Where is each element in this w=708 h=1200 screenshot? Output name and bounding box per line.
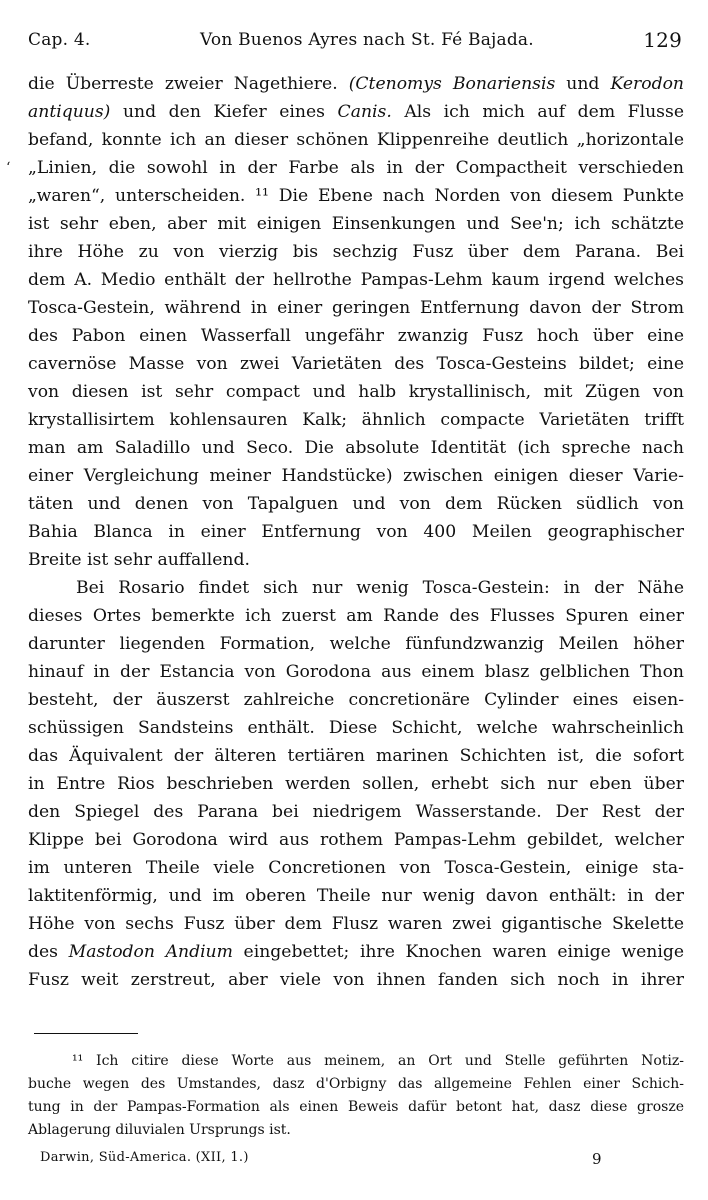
text-line: [28, 658, 684, 686]
footnote-line: Ablagerung diluvialen Ursprungs ist.: [28, 1122, 291, 1138]
text-line: [28, 882, 684, 910]
text-line: [28, 742, 684, 770]
italic-text: (Ctenomys Bonariensis: [348, 74, 556, 94]
text-line: [28, 182, 684, 210]
text-run: schüssigen Sandsteins enthält. Diese Schicht, welche wahrscheinlich: [28, 718, 684, 738]
text-line: [28, 602, 684, 630]
text-line: [28, 406, 684, 434]
text-run: dieses Ortes bemerkte ich zuerst am Rande des Flusses Spuren einer: [28, 606, 684, 626]
text-run: Bahia Blanca in einer Entfernung von 400 Meilen geographischer: [28, 522, 684, 542]
text-run: einer Vergleichung meiner Handstücke) zwischen einigen dieser Varie-: [28, 466, 684, 486]
footnote-line: ¹¹ Ich citire diese Worte aus meinem, an Ort und Stelle geführten Notiz-: [72, 1053, 684, 1069]
text-line: [28, 210, 684, 238]
text-run: krystallisirtem kohlensauren Kalk; ähnlich compacte Varietäten trifft: [28, 410, 684, 430]
text-line: [28, 490, 684, 518]
text-run: und: [555, 74, 611, 94]
text-run: cavernöse Masse von zwei Varietäten des Tosca-Gesteins bildet; eine: [28, 354, 684, 374]
body-text: [28, 70, 684, 994]
text-run: ihre Höhe zu von vierzig bis sechzig Fusz über dem Parana. Bei: [28, 242, 684, 262]
footnotes: [28, 1050, 684, 1142]
text-run: hinauf in der Estancia von Gorodona aus einem blasz gelblichen Thon: [28, 662, 684, 682]
text-line: [28, 714, 684, 742]
footnote-line: buche wegen des Umstandes, dasz d'Orbigny das allgemeine Fehlen einer Schich-: [28, 1076, 684, 1092]
text-run: Breite ist sehr auffallend.: [28, 550, 250, 570]
text-line: [28, 434, 684, 462]
text-run: „Linien, die sowohl in der Farbe als in der Compactheit verschieden: [28, 158, 684, 178]
running-title: Von Buenos Ayres nach St. Fé Bajada.: [200, 30, 534, 50]
text-run: den Spiegel des Parana bei niedrigem Wasserstande. Der Rest der: [28, 802, 684, 822]
margin-mark: ʻ: [6, 160, 11, 176]
text-line: [28, 686, 684, 714]
text-line: [28, 966, 684, 994]
text-run: das Äquivalent der älteren tertiären marinen Schichten ist, die sofort: [28, 746, 684, 766]
text-run: Bei Rosario findet sich nur wenig Tosca-Gestein: in der Nähe: [76, 578, 684, 598]
text-line: [28, 462, 684, 490]
chapter-label: Cap. 4.: [28, 30, 91, 50]
text-run: von diesen ist sehr compact und halb krystallinisch, mit Zügen von: [28, 382, 684, 402]
text-run: des: [28, 942, 69, 962]
text-line: [28, 98, 684, 126]
text-run: Als ich mich auf dem Flusse: [391, 102, 684, 122]
text-line: [28, 910, 684, 938]
signature-mark: Darwin, Süd-America. (XII, 1.): [40, 1150, 249, 1165]
italic-text: Canis.: [337, 102, 392, 122]
text-run: Höhe von sechs Fusz über dem Flusz waren zwei gigantische Skelette: [28, 914, 684, 934]
sheet-number: 9: [592, 1150, 602, 1168]
text-line: [28, 574, 684, 602]
signature-line: [40, 1150, 620, 1172]
text-run: „waren“, unterscheiden. ¹¹ Die Ebene nach Norden von diesem Punkte: [28, 186, 684, 206]
italic-text: Kerodon: [610, 74, 685, 94]
footnote-line: tung in der Pampas-Formation als einen Beweis dafür betont hat, dasz diese grosze: [28, 1099, 684, 1115]
text-run: dem A. Medio enthält der hellrothe Pampas-Lehm kaum irgend welches: [28, 270, 684, 290]
text-line: [28, 350, 684, 378]
text-run: des Pabon einen Wasserfall ungefähr zwanzig Fusz hoch über eine: [28, 326, 684, 346]
text-run: täten und denen von Tapalguen und von dem Rücken südlich von: [28, 494, 684, 514]
running-header: [28, 30, 684, 58]
text-run: darunter liegenden Formation, welche fünfundzwanzig Meilen höher: [28, 634, 684, 654]
text-run: man am Saladillo und Seco. Die absolute Identität (ich spreche nach: [28, 438, 684, 458]
text-line: [28, 546, 684, 574]
text-line: [28, 854, 684, 882]
text-run: in Entre Rios beschrieben werden sollen, erhebt sich nur eben über: [28, 774, 684, 794]
text-line: [28, 70, 684, 98]
text-run: besteht, der äuszerst zahlreiche concretionäre Cylinder eines eisen-: [28, 690, 684, 710]
text-run: eingebettet; ihre Knochen waren einige wenige: [232, 942, 684, 962]
text-line: [28, 378, 684, 406]
text-run: und den Kiefer eines: [110, 102, 338, 122]
text-run: laktitenförmig, und im oberen Theile nur wenig davon enthält: in der: [28, 886, 684, 906]
text-run: die Überreste zweier Nagethiere.: [28, 74, 349, 94]
footnote-rule: [34, 1033, 138, 1034]
text-line: [28, 770, 684, 798]
text-run: im unteren Theile viele Concretionen von Tosca-Gestein, einige sta-: [28, 858, 684, 878]
text-run: befand, konnte ich an dieser schönen Klippenreihe deutlich „horizontale: [28, 130, 684, 150]
page-number: 129: [643, 28, 682, 52]
italic-text: antiquus): [28, 102, 111, 122]
text-line: [28, 238, 684, 266]
text-run: Klippe bei Gorodona wird aus rothem Pampas-Lehm gebildet, welcher: [28, 830, 684, 850]
text-line: [28, 322, 684, 350]
text-run: ist sehr eben, aber mit einigen Einsenkungen und See'n; ich schätzte: [28, 214, 684, 234]
text-line: [28, 938, 684, 966]
text-line: [28, 826, 684, 854]
text-run: Tosca-Gestein, während in einer geringen Entfernung davon der Strom: [28, 298, 684, 318]
text-line: [28, 266, 684, 294]
text-run: Fusz weit zerstreut, aber viele von ihnen fanden sich noch in ihrer: [28, 970, 684, 990]
text-line: [28, 630, 684, 658]
text-line: [28, 154, 684, 182]
text-line: [28, 798, 684, 826]
italic-text: Mastodon Andium: [68, 942, 233, 962]
text-line: [28, 518, 684, 546]
text-line: [28, 126, 684, 154]
text-line: [28, 294, 684, 322]
